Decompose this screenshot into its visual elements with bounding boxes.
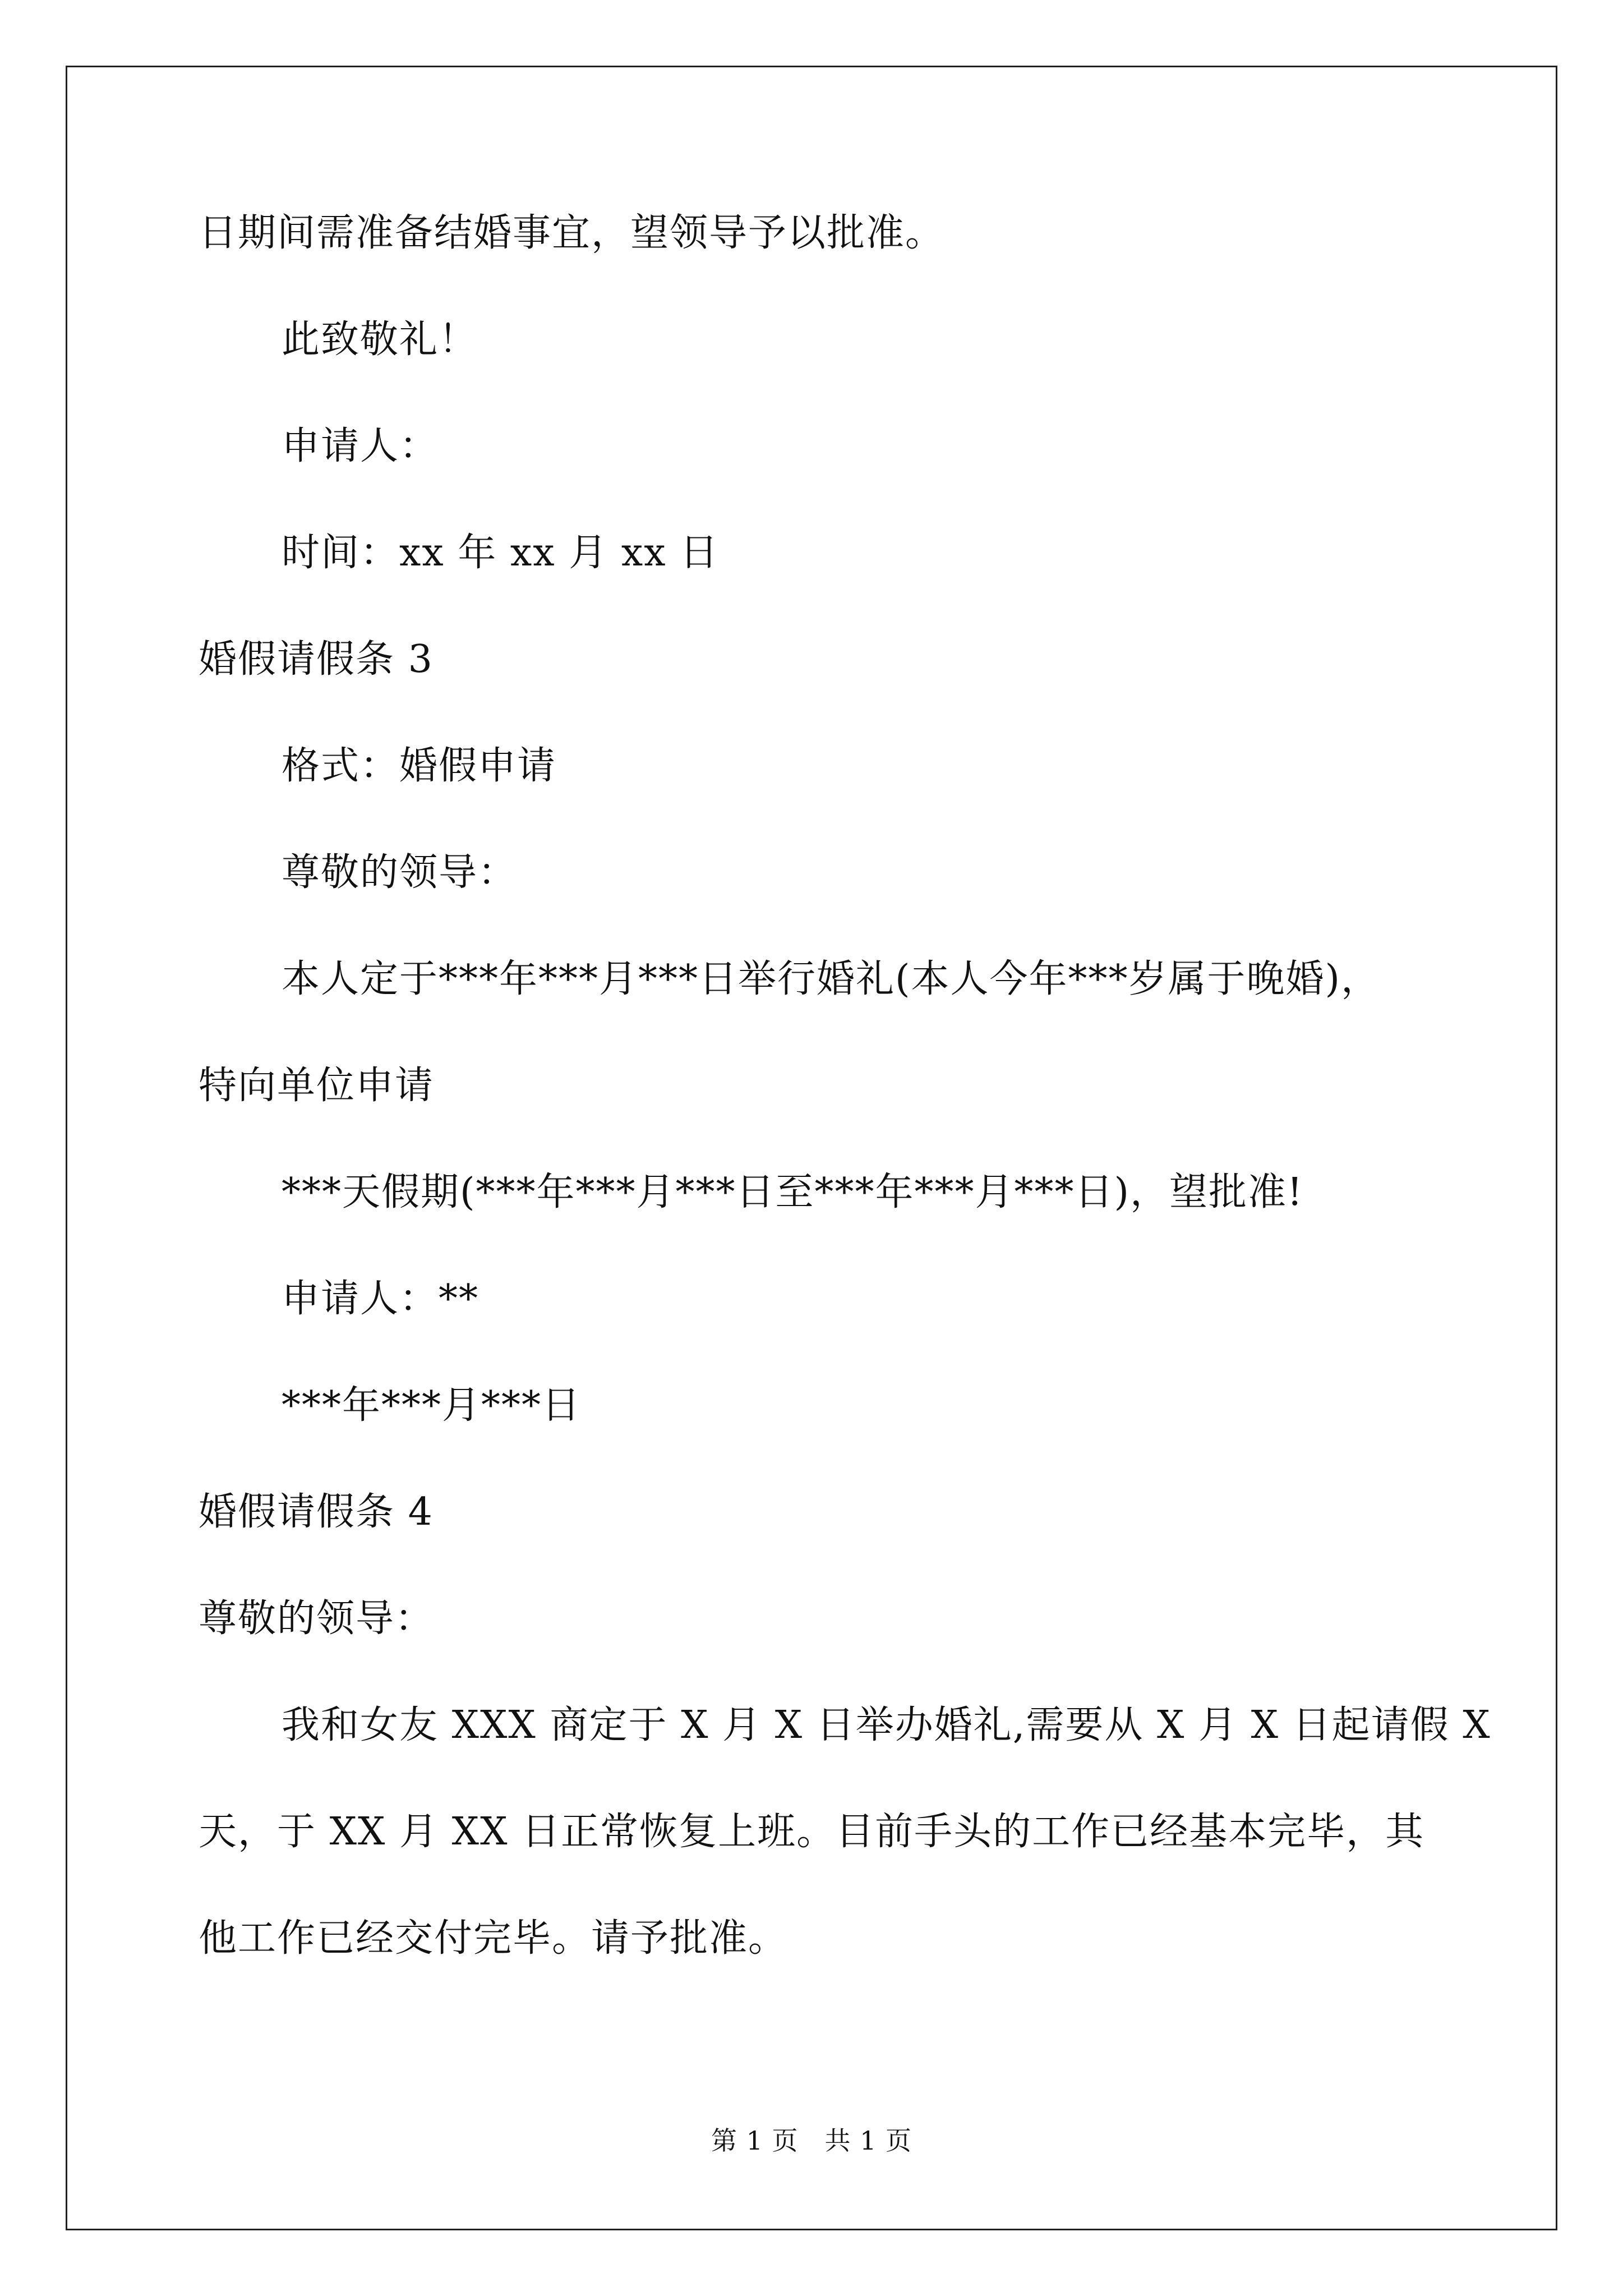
page-frame bbox=[66, 66, 1557, 2230]
section-heading: 婚假请假条 4 bbox=[199, 1490, 434, 1534]
closing-salutation: 此致敬礼！ bbox=[282, 318, 478, 362]
body-text-line: ***天假期(***年***月***日至***年***月***日)，望批准! bbox=[282, 1170, 1304, 1214]
format-line: 格式：婚假申请 bbox=[282, 744, 557, 788]
body-text-line: 特向单位申请 bbox=[199, 1064, 435, 1108]
body-text-line: 我和女友 XXX 商定于 X 月 X 日举办婚礼,需要从 X 月 X 日起请假 X bbox=[282, 1703, 1491, 1747]
body-text-line: 日期间需准备结婚事宜，望领导予以批准。 bbox=[199, 211, 945, 255]
body-text-line: 天，于 XX 月 XX 日正常恢复上班。目前手头的工作已经基本完毕，其 bbox=[199, 1810, 1425, 1854]
date-line: ***年***月***日 bbox=[282, 1383, 582, 1428]
applicant-label: 申请人： bbox=[282, 424, 439, 468]
page-footer: 第 1 页 共 1 页 bbox=[711, 2125, 912, 2156]
body-text-line: 本人定于***年***月***日举行婚礼(本人今年***岁属于晚婚)， bbox=[282, 957, 1381, 1001]
applicant-label: 申请人：** bbox=[282, 1277, 479, 1321]
salutation: 尊敬的领导： bbox=[282, 850, 518, 895]
date-line: 时间：xx 年 xx 月 xx 日 bbox=[282, 531, 720, 575]
body-text-line: 他工作已经交付完毕。请予批准。 bbox=[199, 1916, 788, 1961]
section-heading: 婚假请假条 3 bbox=[199, 637, 434, 682]
salutation: 尊敬的领导： bbox=[199, 1596, 435, 1641]
